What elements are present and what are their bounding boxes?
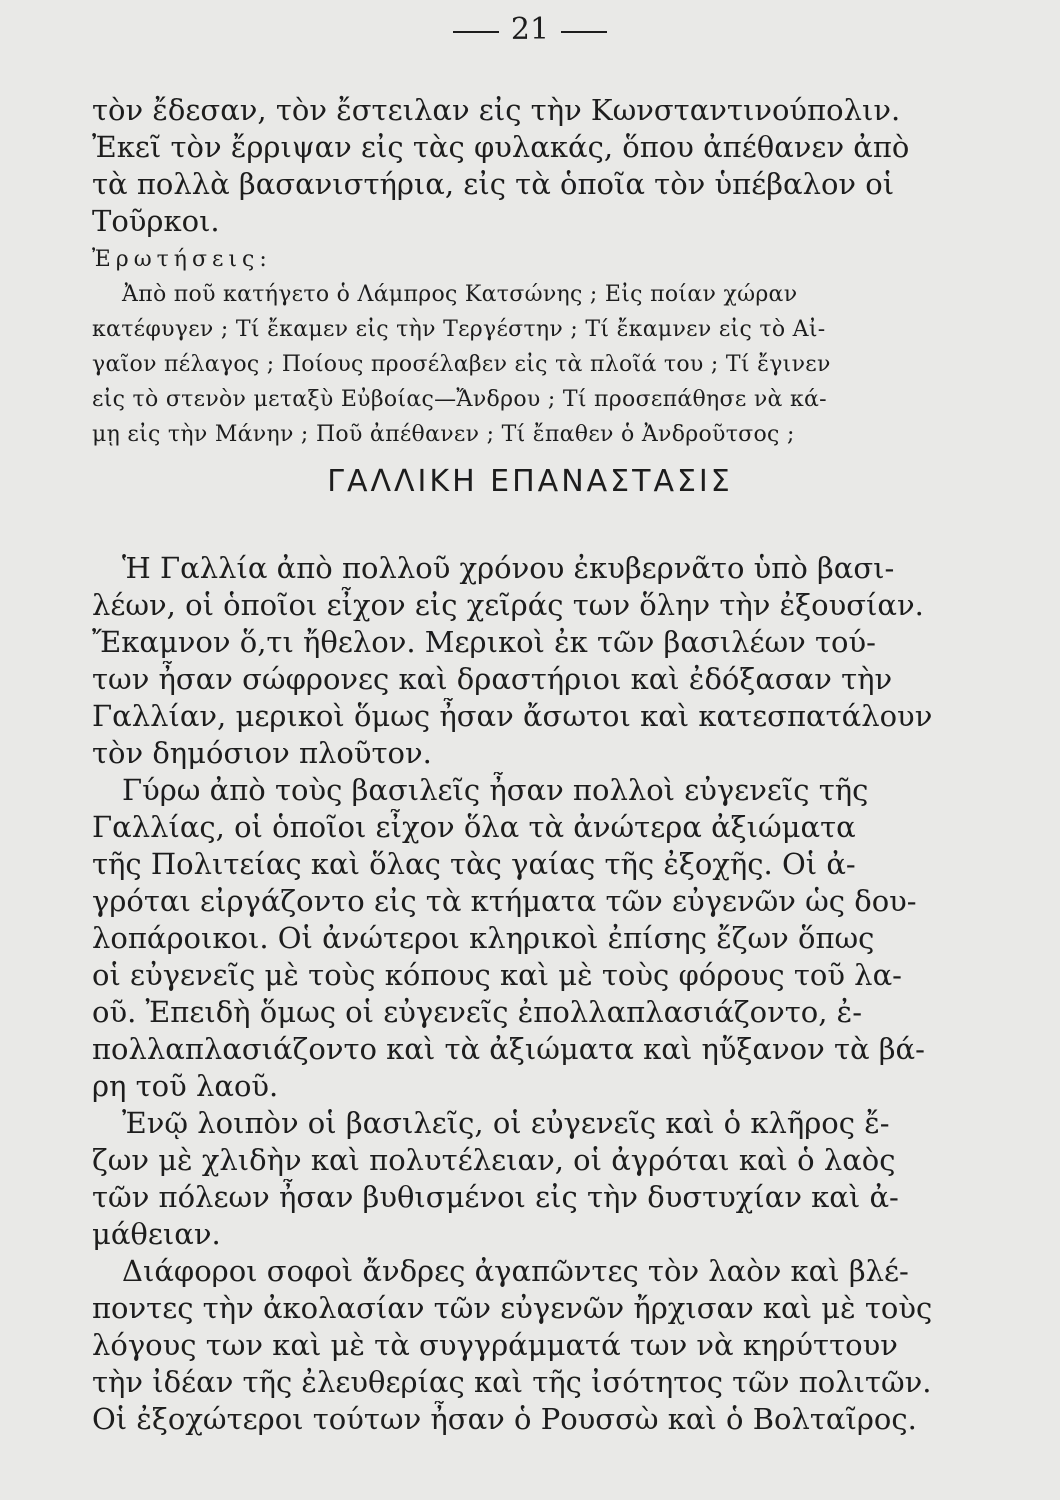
body-line: οῦ. Ἐπειδὴ ὅμως οἱ εὐγενεῖς ἐπολλαπλασιάζοντο, ἐ- (92, 995, 863, 1029)
body-line: ζων μὲ χλιδὴν καὶ πολυτέλειαν, οἱ ἀγρόται καὶ ὁ λαὸς (92, 1143, 896, 1177)
page-number: 21 (510, 12, 550, 47)
body-line: Διάφοροι σοφοὶ ἄνδρες ἀγαπῶντες τὸν λαὸν καὶ βλέ- (122, 1254, 909, 1288)
body-line: οἱ εὐγενεῖς μὲ τοὺς κόπους καὶ μὲ τοὺς φόρους τοῦ λα- (92, 958, 902, 992)
body-line: Γαλλίαν, μερικοὶ ὅμως ἦσαν ἄσωτοι καὶ κατεσπατάλουν (92, 699, 933, 733)
body-line: λόγους των καὶ μὲ τὰ συγγράμματά των νὰ κηρύττουν (92, 1328, 898, 1362)
body-line: μάθειαν. (92, 1217, 221, 1251)
body-line: Ἐνῷ λοιπὸν οἱ βασιλεῖς, οἱ εὐγενεῖς καὶ ὁ κλῆρος ἔ- (122, 1106, 890, 1140)
question-line: μῃ εἰς τὴν Μάνην ; Ποῦ ἀπέθανεν ; Τί ἔπαθεν ὁ Ἀνδροῦτσος ; (92, 422, 795, 447)
body-line: λοπάροικοι. Οἱ ἀνώτεροι κληρικοὶ ἐπίσης ἔζων ὅπως (92, 921, 875, 955)
body-line: ρη τοῦ λαοῦ. (92, 1069, 279, 1103)
header-dash-right (561, 31, 607, 33)
body-text (92, 550, 962, 1438)
question-line: γαῖον πέλαγος ; Ποίους προσέλαβεν εἰς τὰ πλοῖά του ; Τί ἔγινεν (92, 352, 831, 377)
questions-section (92, 242, 962, 452)
question-line: κατέφυγεν ; Τί ἔκαμεν εἰς τὴν Τεργέστην ; Τί ἔκαμνεν εἰς τὸ Αἰ- (92, 317, 826, 342)
header-dash-left (453, 31, 499, 33)
intro-line: Τοῦρκοι. (92, 204, 220, 238)
section-title: ΓΑΛΛΙΚΗ ΕΠΑΝΑΣΤΑΣΙΣ (327, 464, 733, 499)
body-line: λέων, οἱ ὁποῖοι εἶχον εἰς χεῖράς των ὅλην τὴν ἐξουσίαν. (92, 588, 924, 622)
intro-line: Ἐκεῖ τὸν ἔρριψαν εἰς τὰς φυλακάς, ὅπου ἀπέθανεν ἀπὸ (92, 130, 910, 164)
questions-label: Ἐρωτήσεις: (92, 247, 272, 272)
body-line: των ἦσαν σώφρονες καὶ δραστήριοι καὶ ἐδόξασαν τὴν (92, 662, 893, 696)
intro-line: τὸν ἔδεσαν, τὸν ἔστειλαν εἰς τὴν Κωνσταντινούπολιν. (92, 93, 901, 127)
intro-line: τὰ πολλὰ βασανιστήρια, εἰς τὰ ὁποῖα τὸν ὑπέβαλον οἱ (92, 167, 895, 201)
body-line: Ἡ Γαλλία ἀπὸ πολλοῦ χρόνου ἐκυβερνᾶτο ὑπὸ βασι- (122, 551, 895, 585)
body-line: τὸν δημόσιον πλοῦτον. (92, 736, 432, 770)
body-line: τὴν ἰδέαν τῆς ἐλευθερίας καὶ τῆς ἰσότητος τῶν πολιτῶν. (92, 1365, 932, 1399)
body-line: γρόται εἰργάζοντο εἰς τὰ κτήματα τῶν εὐγενῶν ὡς δου- (92, 884, 917, 918)
question-line: εἰς τὸ στενὸν μεταξὺ Εὐβοίας—Ἄνδρου ; Τί προσεπάθησε νὰ κά- (92, 387, 827, 412)
body-line: τῶν πόλεων ἦσαν βυθισμένοι εἰς τὴν δυστυχίαν καὶ ἀ- (92, 1180, 899, 1214)
intro-paragraph (92, 92, 962, 240)
body-line: Γαλλίας, οἱ ὁποῖοι εἶχον ὅλα τὰ ἀνώτερα ἀξιώματα (92, 810, 856, 844)
page-header (0, 12, 1060, 48)
question-line: Ἀπὸ ποῦ κατήγετο ὁ Λάμπρος Κατσώνης ; Εἰς ποίαν χώραν (122, 282, 798, 307)
body-line: Γύρω ἀπὸ τοὺς βασιλεῖς ἦσαν πολλοὶ εὐγενεῖς τῆς (122, 773, 869, 807)
body-line: Οἱ ἐξοχώτεροι τούτων ἦσαν ὁ Ρουσσὼ καὶ ὁ Βολταῖρος. (92, 1402, 917, 1436)
body-line: Ἔκαμνον ὅ,τι ἤθελον. Μερικοὶ ἐκ τῶν βασιλέων τού- (92, 625, 876, 659)
body-line: πολλαπλασιάζοντο καὶ τὰ ἀξιώματα καὶ ηὔξανον τὰ βά- (92, 1032, 925, 1066)
body-line: τῆς Πολιτείας καὶ ὅλας τὰς γαίας τῆς ἐξοχῆς. Οἱ ἀ- (92, 847, 856, 881)
body-line: ποντες τὴν ἀκολασίαν τῶν εὐγενῶν ἤρχισαν καὶ μὲ τοὺς (92, 1291, 933, 1325)
